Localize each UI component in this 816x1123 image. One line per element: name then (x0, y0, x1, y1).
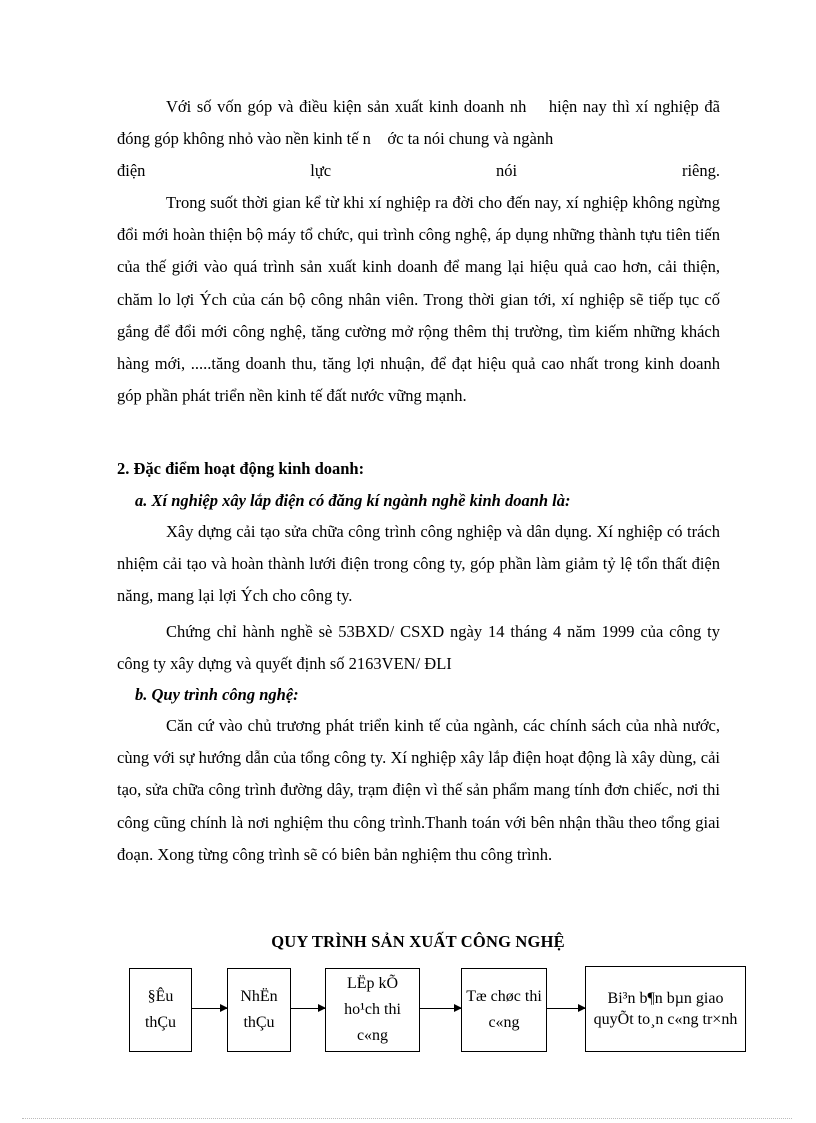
diagram-title: QUY TRÌNH SẢN XUẤT CÔNG NGHỆ (271, 932, 565, 951)
paragraph-5: Căn cứ vào chủ trương phát triển kinh tế của ngành, các chính sách của nhà nước, cùng với sự hướng dẫn của tổng công ty. Xí nghiệp xây lắp điện hoạt động là xây dùng, cải tạo, sửa chữa công trình đường dây, trạm điện vì thế sản phẩm mang tính đơn chiếc, nơi thi công cũng chính là nơi nghiệm thu công trình.Thanh toán với bên nhận thầu theo tổng giai đoạn. Xong từng công trình sẽ có biên bản nghiệm thu công trình. (117, 716, 720, 864)
paragraph-3: Xây dựng cải tạo sửa chữa công trình công nghiệp và dân dụng. Xí nghiệp có trách nhiệm cải tạo và hoàn thành lưới điện trong công ty, góp phần làm giảm tỷ lệ tổn thất điện năng, mang lại lợi Ých cho công ty. (117, 522, 720, 606)
word: riêng. (681, 161, 720, 180)
word: nói (496, 161, 518, 180)
paragraph-2: Trong suốt thời gian kể từ khi xí nghiệp ra đời cho đến nay, xí nghiệp không ngừng đổi mới hoàn thiện bộ máy tổ chức, qui trình công nghệ, áp dụng những thành tựu tiên tiến của thế giới vào quá trình sản xuất kinh doanh để mang lại hiệu quả cao hơn, cải thiện, chăm lo lợi Ých của cán bộ công nhân viên. Trong thời gian tới, xí nghiệp sẽ tiếp tục cố gắng để đổi mới công nghệ, tăng cường mở rộng thêm thị trường, tìm kiếm những khách hàng mới, .....tăng doanh thu, tăng lợi nhuận, để đạt hiệu quả cao nhất trong kinh doanh góp phần phát triển nền kinh tế đất nước vững mạnh. (117, 193, 720, 406)
subsection-b-heading: b. Quy trình công nghệ: (135, 685, 299, 704)
paragraph-1-last-line (117, 155, 720, 187)
step-planning: LËp kÕ ho¹ch thi c«ng (325, 968, 420, 1052)
arrow-4 (547, 1008, 585, 1009)
step-handover: Bi³n b¶n bµn giao quyÕt to¸n c«ng tr×nh (585, 966, 746, 1052)
paragraph-1 (117, 91, 725, 155)
paragraph-1-text: Với số vốn góp và điều kiện sản xuất kinh doanh nh hiện nay thì xí nghiệp đã đóng góp không nhỏ vào nền kinh tế n ớc ta nói chung và ngành (117, 97, 725, 149)
arrow-2 (291, 1008, 325, 1009)
arrow-1 (192, 1008, 227, 1009)
page-bottom-rule (22, 1118, 792, 1119)
step-bidding: §Êu thÇu (129, 968, 192, 1052)
word: điện (117, 161, 146, 180)
step-construction: Tæ chøc thi c«ng (461, 968, 547, 1052)
word: lực (310, 161, 332, 180)
step-contract: NhËn thÇu (227, 968, 291, 1052)
arrow-3 (420, 1008, 461, 1009)
paragraph-4: Chứng chỉ hành nghề sè 53BXD/ CSXD ngày 14 tháng 4 năm 1999 của công ty công ty xây dựng và quyết định số 2163VEN/ ĐLI (117, 622, 720, 674)
section-heading: 2. Đặc điểm hoạt động kinh doanh: (117, 459, 365, 478)
subsection-a-heading: a. Xí nghiệp xây lắp điện có đăng kí ngành nghề kinh doanh là: (135, 491, 571, 510)
